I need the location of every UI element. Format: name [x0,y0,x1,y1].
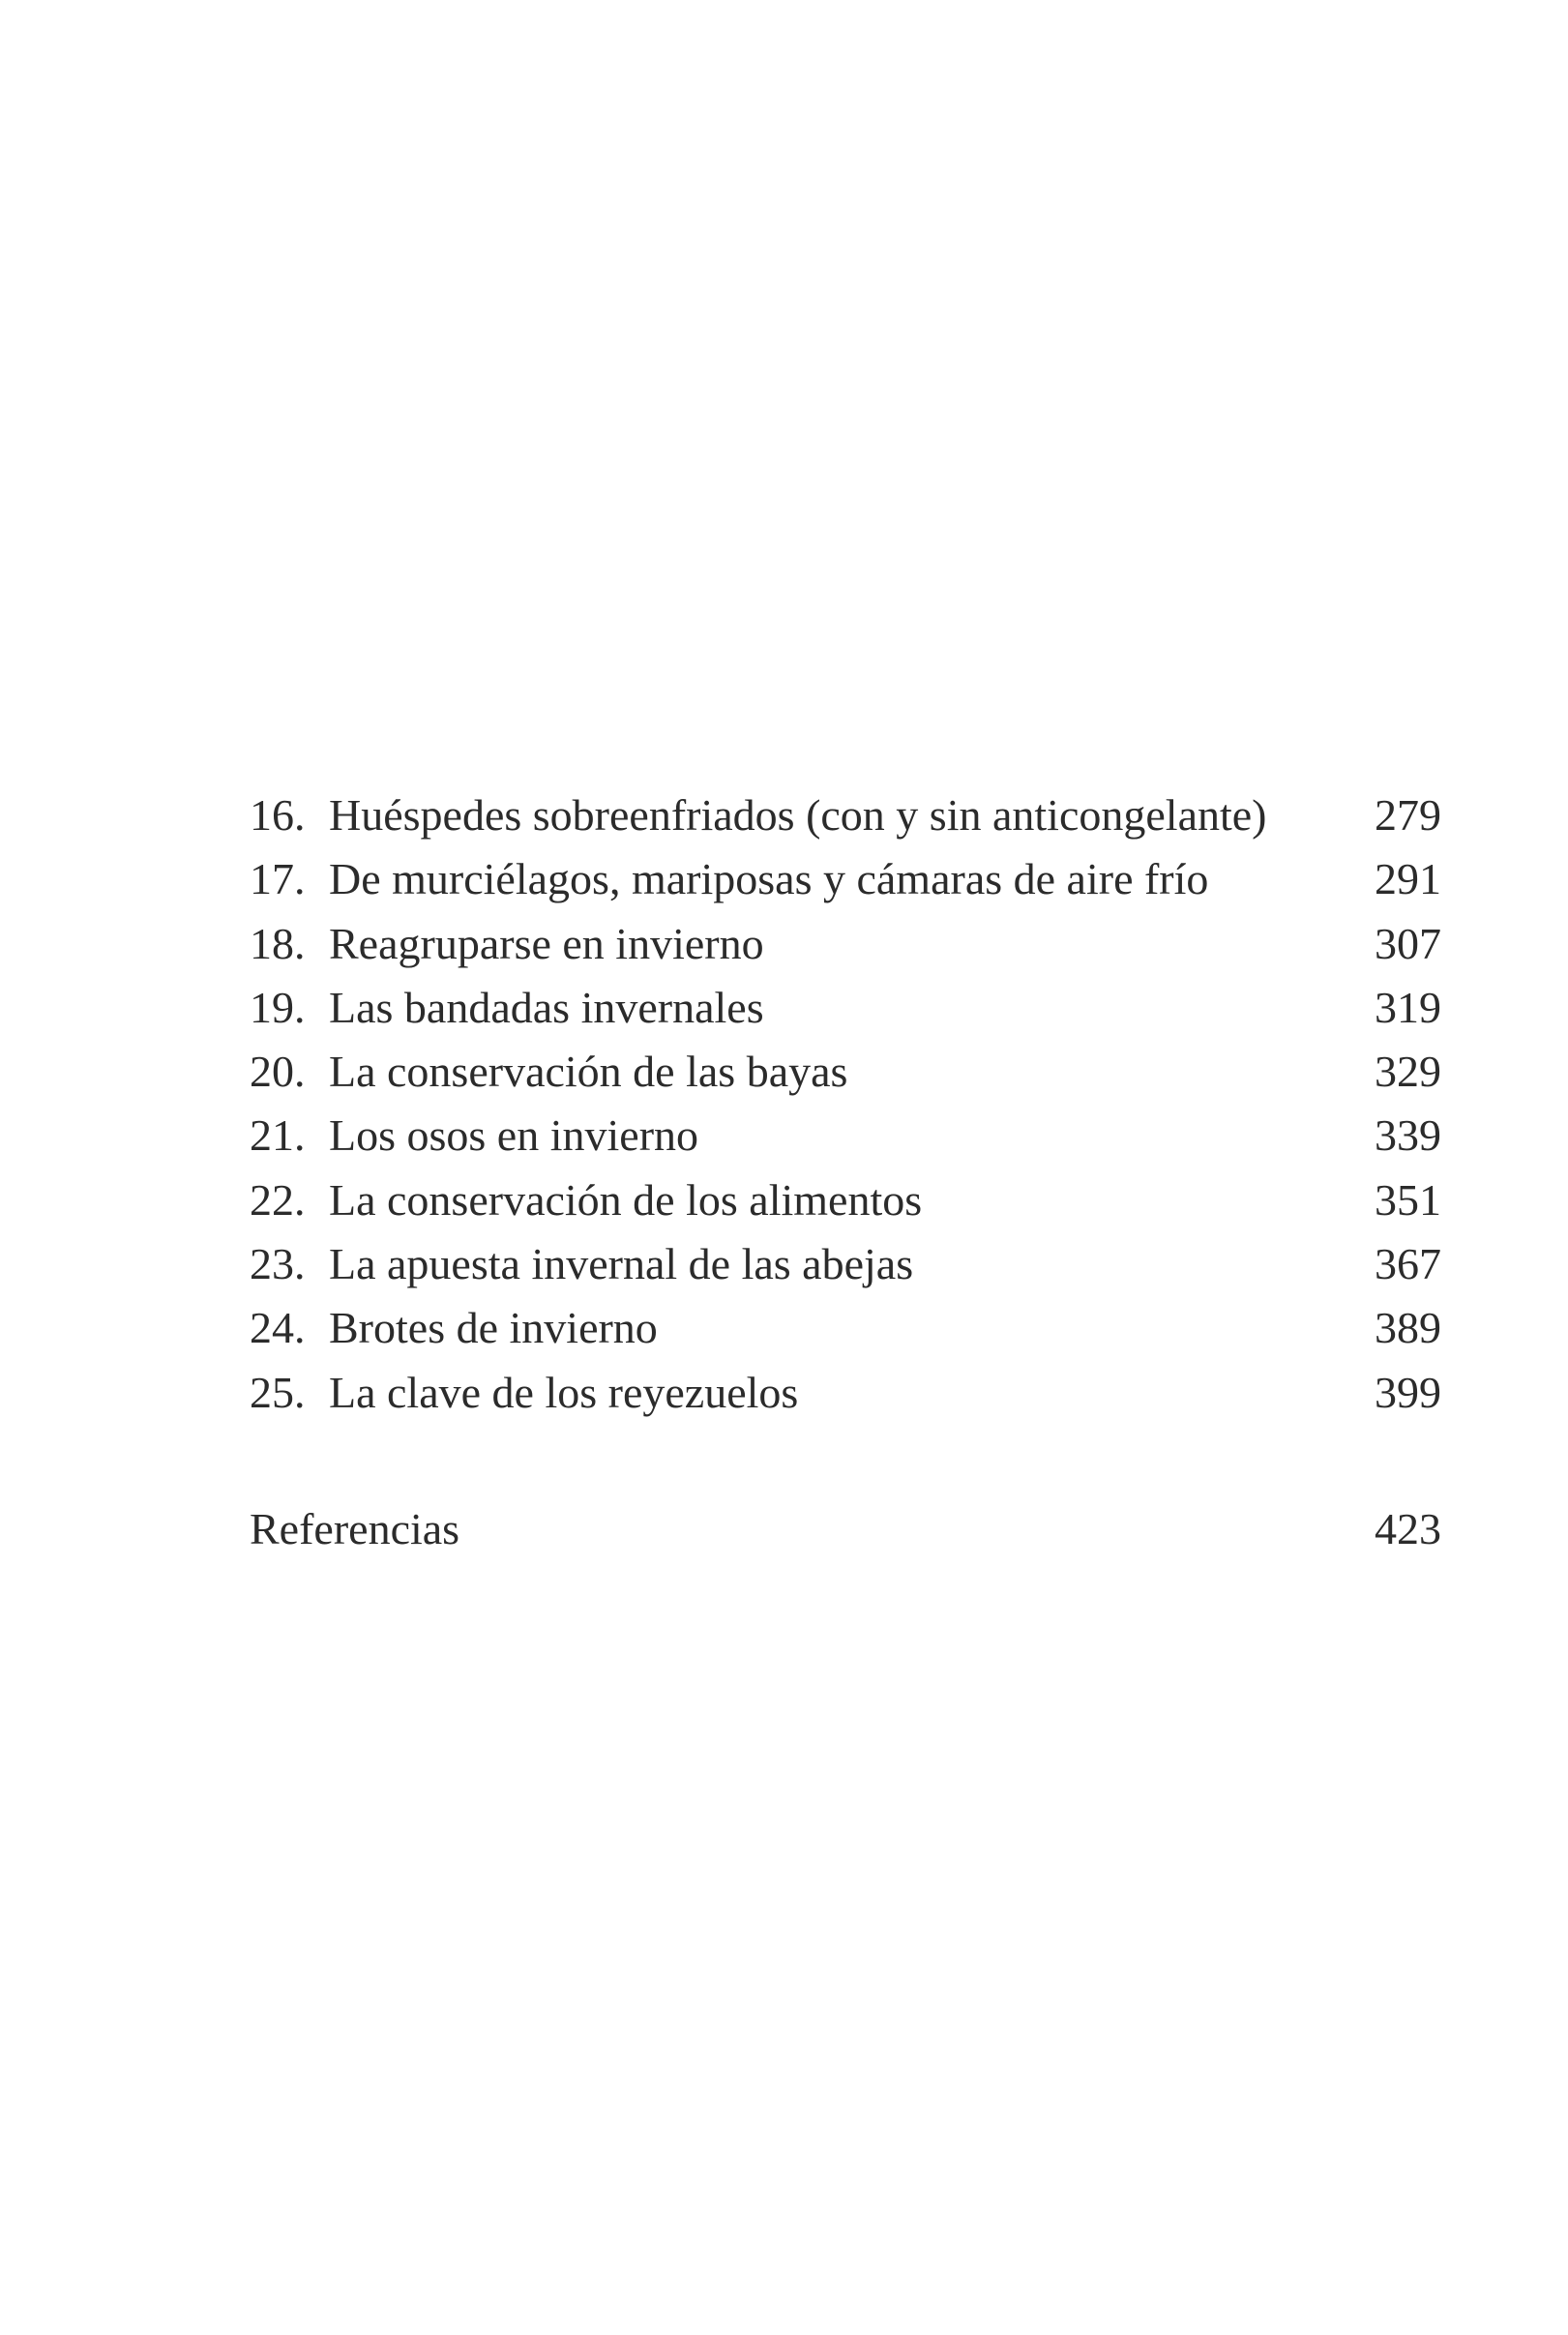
entry-number: 23. [250,1239,306,1289]
entry-title: Reagruparse en invierno [329,918,764,968]
entry-number: 22. [250,1174,306,1225]
references-entry [250,1497,1441,1561]
entry-title: La conservación de los alimentos [329,1174,923,1225]
toc-entry [250,912,1441,976]
toc-entry [250,1104,1441,1168]
entry-title: De murciélagos, mariposas y cámaras de aire frío [329,854,1209,904]
entry-page: 389 [1375,1303,1441,1353]
entry-title: Brotes de invierno [329,1303,658,1353]
entry-title: La clave de los reyezuelos [329,1367,799,1417]
entry-number: 17. [250,854,306,904]
entry-number: 16. [250,790,306,840]
entry-number: 25. [250,1367,306,1417]
entry-title: Los osos en invierno [329,1110,699,1161]
entry-page: 291 [1375,854,1441,904]
entry-page: 367 [1375,1239,1441,1289]
entry-page: 351 [1375,1174,1441,1225]
toc-entry [250,1232,1441,1296]
entry-title: La conservación de las bayas [329,1047,848,1097]
entry-title: Las bandadas invernales [329,982,764,1032]
toc-entry [250,783,1441,847]
entry-number: 21. [250,1110,306,1161]
references-title: Referencias [250,1504,460,1553]
entry-number: 18. [250,918,306,968]
entry-title: Huéspedes sobreenfriados (con y sin anticongelante) [329,790,1267,840]
entry-page: 339 [1375,1110,1441,1161]
entry-number: 24. [250,1303,306,1353]
entry-number: 19. [250,982,306,1032]
toc-entry [250,1168,1441,1232]
entry-page: 307 [1375,918,1441,968]
table-of-contents [250,783,1441,1425]
toc-entry [250,1040,1441,1104]
toc-entry [250,1296,1441,1360]
toc-entry [250,976,1441,1040]
entry-page: 399 [1375,1367,1441,1417]
toc-entry [250,847,1441,911]
entry-number: 20. [250,1047,306,1097]
entry-page: 279 [1375,790,1441,840]
entry-page: 329 [1375,1047,1441,1097]
entry-page: 319 [1375,982,1441,1032]
entry-title: La apuesta invernal de las abejas [329,1239,914,1289]
toc-entry [250,1361,1441,1425]
references-page: 423 [1375,1504,1441,1553]
